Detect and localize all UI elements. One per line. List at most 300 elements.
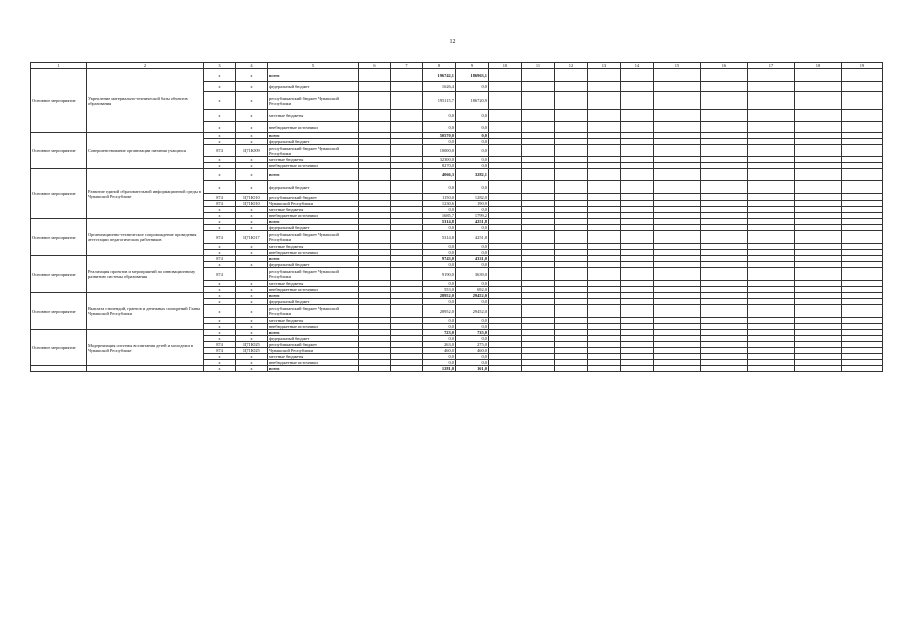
amount-col-8: 1150,0	[423, 194, 456, 201]
budget-code: x	[236, 244, 268, 250]
funding-source: внебюджетные источники	[268, 250, 359, 256]
funding-source: всего	[268, 293, 359, 299]
empty-cell	[555, 231, 588, 244]
amount-col-8: 196742,1	[423, 69, 456, 82]
empty-cell	[748, 181, 795, 194]
empty-cell	[748, 231, 795, 244]
budget-code: x	[236, 181, 268, 194]
budget-code: x	[236, 250, 268, 256]
funding-source: внебюджетные источники	[268, 213, 359, 219]
empty-cell	[654, 122, 701, 133]
empty-cell	[489, 366, 522, 372]
budget-code: x	[236, 366, 268, 372]
empty-cell	[701, 231, 748, 244]
empty-cell	[701, 92, 748, 110]
empty-cell	[842, 122, 883, 133]
admin-code: x	[204, 181, 236, 194]
empty-cell	[588, 194, 621, 201]
empty-cell	[621, 69, 654, 82]
amount-col-8: 1685,7	[423, 213, 456, 219]
amount-col-8: 0,0	[423, 110, 456, 122]
empty-cell	[391, 82, 423, 92]
empty-cell	[748, 194, 795, 201]
empty-cell	[522, 169, 555, 181]
amount-col-8: 263,0	[423, 342, 456, 348]
empty-cell	[391, 181, 423, 194]
funding-source: федеральный бюджет	[268, 225, 359, 231]
budget-code: x	[236, 330, 268, 336]
amount-col-8: 28952,0	[423, 293, 456, 299]
empty-cell	[748, 122, 795, 133]
column-number: 3	[204, 63, 236, 69]
funding-source: местные бюджеты	[268, 318, 359, 324]
funding-source: внебюджетные источники	[268, 287, 359, 293]
empty-cell	[654, 92, 701, 110]
empty-cell	[588, 110, 621, 122]
funding-source: республиканский бюджет	[268, 342, 359, 348]
empty-cell	[522, 92, 555, 110]
empty-cell	[522, 69, 555, 82]
budget-code: x	[236, 225, 268, 231]
budget-code: x	[236, 318, 268, 324]
budget-code: x	[236, 122, 268, 133]
empty-cell	[842, 82, 883, 92]
amount-col-8: 723,0	[423, 330, 456, 336]
budget-code: x	[236, 354, 268, 360]
admin-code: x	[204, 324, 236, 330]
empty-cell	[522, 110, 555, 122]
admin-code: 874	[204, 348, 236, 354]
amount-col-8: 8270,0	[423, 163, 456, 169]
empty-cell	[654, 268, 701, 281]
empty-cell	[359, 181, 391, 194]
amount-col-9: 0,0	[456, 181, 489, 194]
empty-cell	[748, 268, 795, 281]
admin-code: x	[204, 354, 236, 360]
empty-cell	[842, 92, 883, 110]
empty-cell	[621, 110, 654, 122]
event-name: Развитие единой образовательной информационной среды в Чувашской Республике	[87, 169, 204, 219]
empty-cell	[701, 194, 748, 201]
empty-cell	[748, 366, 795, 372]
budget-code: Ц71Ю17	[236, 231, 268, 244]
amount-col-8: 5314,8	[423, 219, 456, 225]
event-name: Организационно-техническое сопровождение проведения аттестации педагогических работников	[87, 219, 204, 256]
amount-col-9: 0,0	[456, 318, 489, 324]
amount-col-9: 0,0	[456, 139, 489, 145]
empty-cell	[359, 122, 391, 133]
empty-cell	[795, 268, 842, 281]
admin-code: x	[204, 250, 236, 256]
funding-source: федеральный бюджет	[268, 299, 359, 305]
amount-col-9: 190,9	[456, 201, 489, 207]
empty-cell	[621, 169, 654, 181]
amount-col-8: 9743,0	[423, 256, 456, 262]
admin-code: 874	[204, 231, 236, 244]
empty-cell	[522, 145, 555, 157]
admin-code: x	[204, 262, 236, 268]
empty-cell	[522, 366, 555, 372]
empty-cell	[555, 82, 588, 92]
column-number: 13	[588, 63, 621, 69]
column-number: 8	[423, 63, 456, 69]
empty-cell	[359, 110, 391, 122]
amount-col-8: 0,0	[423, 262, 456, 268]
amount-col-9: 4251,8	[456, 231, 489, 244]
budget-code: x	[236, 324, 268, 330]
amount-col-8: 4066,3	[423, 169, 456, 181]
budget-code: x	[236, 219, 268, 225]
event-category	[31, 366, 87, 372]
empty-cell	[842, 169, 883, 181]
admin-code: 874	[204, 194, 236, 201]
empty-cell	[795, 122, 842, 133]
amount-col-9: 0,0	[456, 299, 489, 305]
empty-cell	[748, 169, 795, 181]
event-name: Укрепление материально-технической базы объектов образования	[87, 69, 204, 133]
column-number: 5	[268, 63, 359, 69]
amount-col-9: 0,0	[456, 110, 489, 122]
funding-source: республиканский бюджет Чувашской Республики	[268, 92, 359, 110]
event-category: Основное мероприятие	[31, 133, 87, 169]
budget-code: x	[236, 293, 268, 299]
amount-col-9: 186720,9	[456, 92, 489, 110]
empty-cell	[795, 82, 842, 92]
budget-code: x	[236, 110, 268, 122]
funding-source: федеральный бюджет	[268, 262, 359, 268]
empty-cell	[621, 366, 654, 372]
empty-cell	[391, 122, 423, 133]
admin-code: x	[204, 69, 236, 82]
table-row	[31, 169, 883, 181]
empty-cell	[842, 231, 883, 244]
empty-cell	[391, 231, 423, 244]
amount-col-8: 1281,0	[423, 366, 456, 372]
budget-code: x	[236, 157, 268, 163]
amount-col-9: 0,0	[456, 133, 489, 139]
amount-col-9: 735,0	[456, 330, 489, 336]
admin-code: x	[204, 133, 236, 139]
empty-cell	[842, 194, 883, 201]
amount-col-8: 553,0	[423, 287, 456, 293]
amount-col-8: 0,0	[423, 299, 456, 305]
table-row	[31, 366, 883, 372]
column-number: 6	[359, 63, 391, 69]
empty-cell	[748, 69, 795, 82]
budget-code: x	[236, 287, 268, 293]
table-row	[31, 69, 883, 82]
amount-col-8: 1230,6	[423, 201, 456, 207]
column-number: 4	[236, 63, 268, 69]
empty-cell	[701, 145, 748, 157]
amount-col-9: 0,0	[456, 360, 489, 366]
empty-cell	[555, 122, 588, 133]
funding-source: местные бюджеты	[268, 244, 359, 250]
empty-cell	[359, 268, 391, 281]
column-number: 9	[456, 63, 489, 69]
funding-source: внебюджетные источники	[268, 324, 359, 330]
admin-code: x	[204, 163, 236, 169]
event-name: Модернизация системы воспитания детей и молодежи в Чувашской Республике	[87, 330, 204, 366]
empty-cell	[701, 169, 748, 181]
empty-cell	[522, 268, 555, 281]
empty-cell	[359, 92, 391, 110]
admin-code: 874	[204, 145, 236, 157]
empty-cell	[359, 366, 391, 372]
amount-col-8: 0,0	[423, 360, 456, 366]
funding-source: местные бюджеты	[268, 157, 359, 163]
empty-cell	[391, 69, 423, 82]
empty-cell	[701, 122, 748, 133]
empty-cell	[359, 194, 391, 201]
empty-cell	[391, 194, 423, 201]
amount-col-8: 28952,0	[423, 305, 456, 318]
empty-cell	[489, 181, 522, 194]
budget-code: x	[236, 207, 268, 213]
funding-source: местные бюджеты	[268, 207, 359, 213]
empty-cell	[391, 366, 423, 372]
empty-cell	[701, 110, 748, 122]
column-number: 14	[621, 63, 654, 69]
funding-source: республиканский бюджет Чувашской Республики	[268, 231, 359, 244]
empty-cell	[654, 69, 701, 82]
empty-cell	[588, 122, 621, 133]
amount-col-9: 3282,1	[456, 169, 489, 181]
empty-cell	[522, 194, 555, 201]
empty-cell	[489, 82, 522, 92]
amount-col-8: 5314,8	[423, 231, 456, 244]
empty-cell	[842, 268, 883, 281]
empty-cell	[555, 194, 588, 201]
amount-col-9: 161,0	[456, 366, 489, 372]
event-name: Совершенствование организации питания учащихся	[87, 133, 204, 169]
funding-source: внебюджетные источники	[268, 360, 359, 366]
column-number: 1	[31, 63, 87, 69]
funding-source: федеральный бюджет	[268, 139, 359, 145]
budget-code: x	[236, 92, 268, 110]
funding-source: всего	[268, 366, 359, 372]
budget-code: x	[236, 163, 268, 169]
empty-cell	[359, 145, 391, 157]
funding-source: Чувашской Республики	[268, 348, 359, 354]
amount-col-9: 0,0	[456, 145, 489, 157]
empty-cell	[588, 231, 621, 244]
empty-cell	[748, 82, 795, 92]
budget-code: Ц71Ю09	[236, 145, 268, 157]
admin-code: x	[204, 219, 236, 225]
empty-cell	[842, 305, 883, 318]
empty-cell	[391, 145, 423, 157]
admin-code: x	[204, 207, 236, 213]
admin-code: x	[204, 82, 236, 92]
admin-code: x	[204, 336, 236, 342]
empty-cell	[842, 181, 883, 194]
empty-cell	[359, 169, 391, 181]
empty-cell	[489, 305, 522, 318]
event-category: Основное мероприятие	[31, 169, 87, 219]
admin-code: x	[204, 213, 236, 219]
empty-cell	[654, 82, 701, 92]
amount-col-8: 195115,7	[423, 92, 456, 110]
empty-cell	[489, 268, 522, 281]
column-number: 19	[842, 63, 883, 69]
column-number: 2	[87, 63, 204, 69]
admin-code: x	[204, 122, 236, 133]
empty-cell	[359, 305, 391, 318]
empty-cell	[701, 82, 748, 92]
admin-code: 874	[204, 268, 236, 281]
empty-cell	[621, 122, 654, 133]
empty-cell	[795, 92, 842, 110]
budget-code: Ц71Ю25	[236, 348, 268, 354]
admin-code: x	[204, 287, 236, 293]
empty-cell	[555, 169, 588, 181]
empty-cell	[489, 110, 522, 122]
funding-source: всего	[268, 69, 359, 82]
empty-cell	[842, 110, 883, 122]
empty-cell	[522, 82, 555, 92]
empty-cell	[522, 122, 555, 133]
column-number: 11	[522, 63, 555, 69]
funding-source: республиканский бюджет Чувашской Республики	[268, 268, 359, 281]
empty-cell	[489, 231, 522, 244]
amount-col-9: 0,0	[456, 262, 489, 268]
admin-code: x	[204, 157, 236, 163]
budget-code	[236, 268, 268, 281]
empty-cell	[359, 231, 391, 244]
admin-code: 874	[204, 256, 236, 262]
empty-cell	[701, 366, 748, 372]
empty-cell	[555, 305, 588, 318]
empty-cell	[555, 110, 588, 122]
empty-cell	[795, 366, 842, 372]
budget-code: x	[236, 69, 268, 82]
empty-cell	[621, 268, 654, 281]
budget-code: x	[236, 139, 268, 145]
funding-source: федеральный бюджет	[268, 336, 359, 342]
column-number: 10	[489, 63, 522, 69]
amount-col-8: 0,0	[423, 336, 456, 342]
amount-col-8: 0,0	[423, 225, 456, 231]
empty-cell	[522, 181, 555, 194]
empty-cell	[555, 366, 588, 372]
event-category: Основное мероприятие	[31, 330, 87, 366]
empty-cell	[391, 305, 423, 318]
empty-cell	[522, 231, 555, 244]
funding-source: местные бюджеты	[268, 354, 359, 360]
budget-code: x	[236, 299, 268, 305]
budget-code: x	[236, 360, 268, 366]
budget-code: x	[236, 262, 268, 268]
budget-code: Ц71Ю10	[236, 201, 268, 207]
event-category: Основное мероприятие	[31, 69, 87, 133]
empty-cell	[748, 92, 795, 110]
budget-code: x	[236, 213, 268, 219]
empty-cell	[555, 145, 588, 157]
admin-code: x	[204, 305, 236, 318]
empty-cell	[489, 145, 522, 157]
budget-code: x	[236, 336, 268, 342]
amount-col-8: 32300,0	[423, 157, 456, 163]
empty-cell	[391, 169, 423, 181]
admin-code: x	[204, 360, 236, 366]
funding-source: федеральный бюджет	[268, 181, 359, 194]
empty-cell	[748, 145, 795, 157]
empty-cell	[795, 145, 842, 157]
funding-source: внебюджетные источники	[268, 122, 359, 133]
column-number: 16	[701, 63, 748, 69]
amount-col-9: 3639,0	[456, 268, 489, 281]
admin-code: 874	[204, 201, 236, 207]
empty-cell	[555, 181, 588, 194]
amount-col-8: 10000,0	[423, 145, 456, 157]
empty-cell	[588, 145, 621, 157]
column-number: 17	[748, 63, 795, 69]
empty-cell	[654, 305, 701, 318]
amount-col-9: 0,0	[456, 122, 489, 133]
amount-col-9: 0,0	[456, 354, 489, 360]
empty-cell	[588, 305, 621, 318]
empty-cell	[555, 69, 588, 82]
funding-source: местные бюджеты	[268, 110, 359, 122]
empty-cell	[588, 92, 621, 110]
amount-col-9: 29452,0	[456, 293, 489, 299]
column-number: 15	[654, 63, 701, 69]
empty-cell	[391, 268, 423, 281]
amount-col-9: 1799,2	[456, 213, 489, 219]
budget-code: x	[236, 305, 268, 318]
amount-col-9: 29452,0	[456, 305, 489, 318]
empty-cell	[842, 69, 883, 82]
amount-col-9: 0,0	[456, 163, 489, 169]
funding-source: местные бюджеты	[268, 281, 359, 287]
amount-col-9: 1282,0	[456, 194, 489, 201]
empty-cell	[621, 145, 654, 157]
funding-source: всего	[268, 256, 359, 262]
empty-cell	[795, 305, 842, 318]
admin-code: x	[204, 92, 236, 110]
empty-cell	[588, 366, 621, 372]
empty-cell	[654, 181, 701, 194]
empty-cell	[621, 305, 654, 318]
empty-cell	[748, 305, 795, 318]
amount-col-9: 0,0	[456, 207, 489, 213]
amount-col-8: 1626,4	[423, 82, 456, 92]
funding-source: всего	[268, 169, 359, 181]
empty-cell	[555, 92, 588, 110]
admin-code: x	[204, 318, 236, 324]
budget-code: x	[236, 281, 268, 287]
admin-code: x	[204, 225, 236, 231]
amount-col-8: 0,0	[423, 139, 456, 145]
empty-cell	[701, 268, 748, 281]
amount-col-8: 460,0	[423, 348, 456, 354]
empty-cell	[391, 92, 423, 110]
empty-cell	[489, 194, 522, 201]
empty-cell	[795, 69, 842, 82]
amount-col-9: 692,0	[456, 287, 489, 293]
empty-cell	[654, 110, 701, 122]
empty-cell	[748, 110, 795, 122]
amount-col-9: 0,0	[456, 336, 489, 342]
empty-cell	[489, 92, 522, 110]
event-name: Выплата стипендий, грантов и денежных поощрений Главы Чувашской Республики	[87, 293, 204, 330]
funding-source: Чувашской Республики	[268, 201, 359, 207]
empty-cell	[588, 268, 621, 281]
amount-col-9: 0,0	[456, 82, 489, 92]
amount-col-8: 50570,0	[423, 133, 456, 139]
empty-cell	[522, 305, 555, 318]
